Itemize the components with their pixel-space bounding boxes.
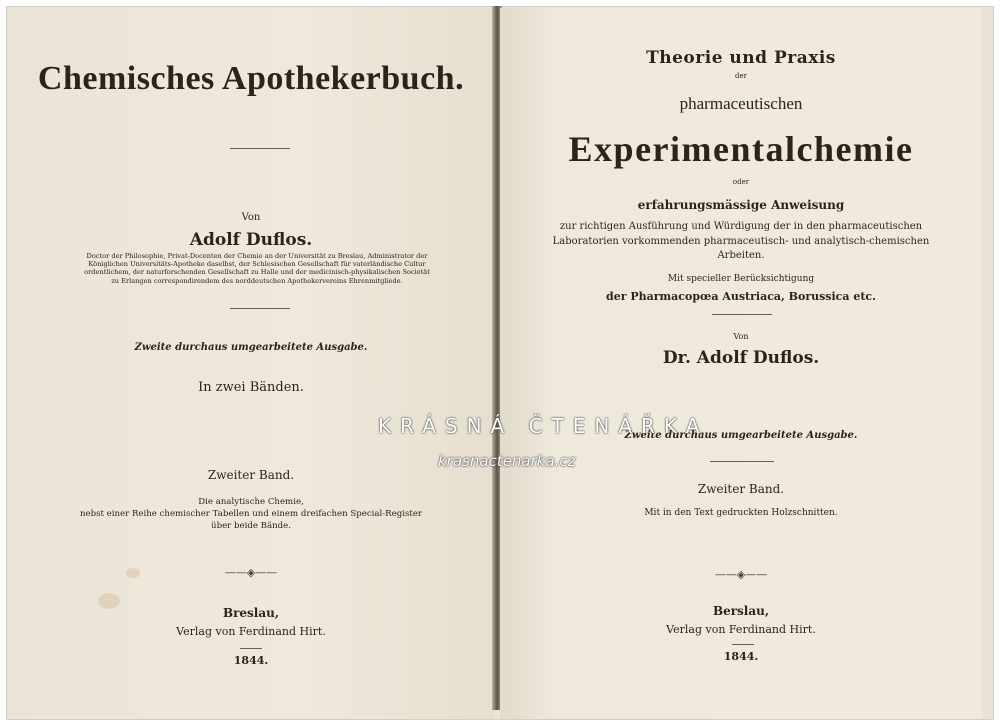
- right-oder: oder: [732, 178, 750, 186]
- ornament-divider: ——◈——: [714, 568, 768, 581]
- divider: [240, 648, 262, 649]
- left-credentials: Doctor der Philosophie, Privat-Docenten der Chemie an der Universität zu Breslau, Administrator der Königlichen Universitäts-Apotheke daselbst, der Schlesischen Gesellschaft für vaterländische Cultur ordentlichem, der naturforschenden Gesellschaft zu Halle und der medicinisch-physikalischen Societät zu Erlangen correspondirendem des norddeutschen Apothekervereins Ehrenmitgliede.: [84, 252, 430, 285]
- left-band: Zweiter Band.: [207, 468, 295, 482]
- right-pharmacopoeia: der Pharmacopœa Austriaca, Borussica etc.: [606, 290, 876, 303]
- right-band: Zweiter Band.: [697, 482, 785, 496]
- right-title-line-3: Experimentalchemie: [568, 129, 914, 169]
- right-title-line-1: Theorie und Praxis: [646, 48, 836, 68]
- right-special: Mit specieller Berücksichtigung: [667, 274, 815, 284]
- left-year: 1844.: [233, 654, 269, 667]
- left-publisher: Verlag von Ferdinand Hirt.: [176, 625, 326, 638]
- watermark-title: KRÁSNÁ ČTENÁŘKA: [378, 414, 709, 438]
- divider: [710, 461, 774, 462]
- left-description: Die analytische Chemie, nebst einer Reihe chemischer Tabellen und einem dreifachen Special-Register über beide Bände.: [79, 497, 423, 532]
- left-city: Breslau,: [222, 606, 280, 620]
- left-title-page: [8, 8, 494, 719]
- left-book-title: Chemisches Apothekerbuch.: [37, 60, 465, 97]
- right-der: der: [735, 72, 747, 80]
- left-edition: Zweite durchaus umgearbeitete Ausgabe.: [134, 342, 368, 353]
- right-subtitle: erfahrungsmässige Anweisung: [637, 198, 845, 212]
- right-year: 1844.: [723, 650, 759, 663]
- right-edition: Zweite durchaus umgearbeitete Ausgabe.: [624, 430, 858, 441]
- right-title-page: [500, 8, 982, 719]
- right-author: Dr. Adolf Duflos.: [662, 348, 820, 368]
- divider: [732, 644, 754, 645]
- ornament-divider: ——◈——: [224, 566, 278, 579]
- divider: [230, 148, 290, 149]
- right-title-line-2: pharmaceutischen: [679, 94, 803, 113]
- left-von: Von: [241, 212, 261, 223]
- right-von: Von: [733, 332, 749, 341]
- left-volumes: In zwei Bänden.: [198, 380, 304, 395]
- left-author: Adolf Duflos.: [189, 230, 313, 250]
- right-city: Berslau,: [712, 604, 770, 618]
- watermark-url: krasnactenarka.cz: [438, 452, 576, 470]
- right-description: zur richtigen Ausführung und Würdigung der in den pharmaceutischen Laboratorien vorkommenden pharmaceutisch- und analytisch-chemischen Arbeiten.: [552, 221, 930, 261]
- divider: [712, 314, 772, 315]
- divider: [230, 308, 290, 309]
- right-publisher: Verlag von Ferdinand Hirt.: [666, 623, 816, 636]
- right-note: Mit in den Text gedruckten Holzschnitten.: [644, 508, 838, 518]
